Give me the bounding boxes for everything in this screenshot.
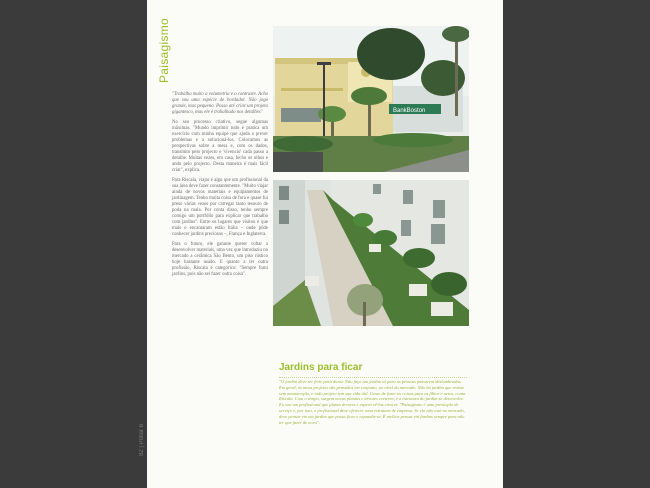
- callout-box: [279, 362, 467, 425]
- callout-divider: [279, 377, 467, 379]
- article-paragraph-2: No seu processo criativo, segue algumas máximas. "Mundo imprimir tudo e pratica um exercício com minha equipe que ajuda a prever problemas e a solucioná-los. Colocamos as perspectivas sobre a mesa e, com os dados, transmito pelo projecto e 'vivencio' cada passo a detalhe. Muitas vezes, em casa, fecho os olhos e ando pelo projecto. Desta maneira é mais fácil criar", explica.: [172, 120, 268, 173]
- article-column: [172, 92, 268, 282]
- callout-body: "O jardim deve ser feito para durar. Não faço um jardim só para as pessoas passarem deslumbradas. Em geral, os meus projetos são pensados em conjunto, ao nível do mercado. Não há jardim que resiste sem manutenção, e todo projeto tem sua vida útil. Gosto de fazer as coisas para os filhos e netos, conta Riscala. Com o tempo, surgem novas plantas e árvores crescem, e a estrutura do jardim se desenvolve. Eu sou um profissional que planta árvores e espera vê-las crescer. "Paisagismo é uma prestação de serviço e, por isso, o profissional deve oferecer uma estrutura de empresa. Se ela não está no mercado, deve pensar em um jardim que possa ficar e expandir-se. É melhor pensar em jardins sempre para não ter que fazer de novo".: [279, 379, 466, 425]
- article-paragraph-3: Para Riscala, viajar é algo que um profissional da sua área deve fazer constantemente. "Muito viajar ainda de novos materiais e equipamentos de jardinagem. Tenho muita coisa de fora e quase fui preso várias vezes por carregar tanto tesouro de poda na mala. Por conta disso, tenho sempre comigo um portfólio para explicar que trabalho com jardins". Entre os lugares que visitou e que mais o encantaram estão Itália – onde pôde conhecer jardins preciosos –, França e Inglaterra.: [172, 178, 268, 237]
- photo-building-garden: [273, 26, 469, 172]
- bank-sign-text: BankBoston: [393, 108, 426, 114]
- callout-title: Jardins para ficar: [279, 362, 363, 373]
- article-paragraph-4: Para o futuro, ele garante querer voltar a desenvolver materiais, uma vez que introduziu no mercado a cerâmica São Bento, um piso rústico hoje bastante usado. E quanto a ter outra profissão, Riscala é categórico: "Sempre fomi jardins, pois não sei fazer outra coisa".: [172, 242, 268, 277]
- photo-garden-path: [273, 180, 469, 326]
- section-title: Paisagismo: [157, 18, 171, 84]
- article-paragraph-1: "Trabalho muito a volumetria e o contraste. Acho que sou uma espécie de bordador. Não jogo grande, mas pequeno. Posso até criar um projeto gigantesco, mas ele é trabalhado nos detalhes": [172, 92, 268, 115]
- page-folio: 82 | Pollar 6: [139, 424, 145, 456]
